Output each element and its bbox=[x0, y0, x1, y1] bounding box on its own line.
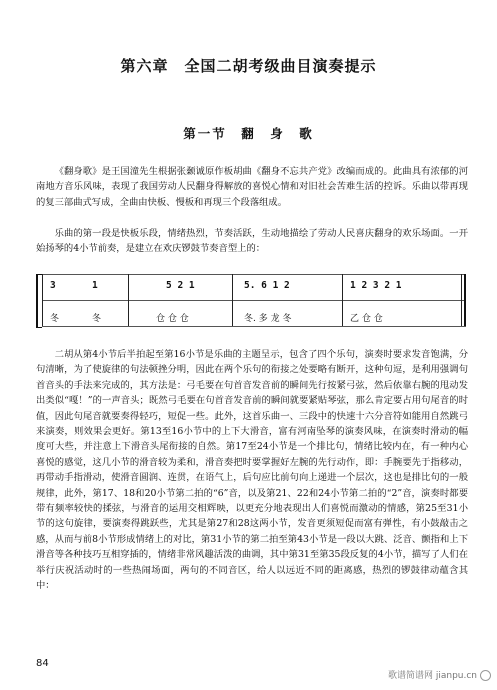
staff-line-top bbox=[42, 274, 466, 275]
watermark-logo-icon bbox=[480, 670, 491, 681]
bar-line bbox=[232, 274, 233, 326]
music-score-excerpt bbox=[36, 270, 466, 335]
paragraph-intro: 《翻身歌》是王国潼先生根据张颡诚原作板胡曲《翻身不忘共产党》改编而成的。此曲具有浓郁的河南地方音乐风味，表现了我国劳动人民翻身得解放的喜悦心情和对旧社会苦难生活的控诉。乐曲以带再现的复三部曲式写成，全曲由快板、慢板和再现三个段落组成。 bbox=[36, 166, 468, 208]
watermark bbox=[388, 668, 491, 681]
score-note-cell: 5 2 1 bbox=[166, 280, 195, 291]
bar-line bbox=[128, 274, 129, 326]
end-bar-line bbox=[461, 274, 466, 326]
page-number: 84 bbox=[36, 658, 49, 669]
score-percussion-cell: 乙 仓 仓 bbox=[350, 314, 383, 324]
section-title: 第一节 翻 身 歌 bbox=[183, 126, 314, 141]
paragraph-analysis: 二胡从第4小节后半拍起至第16小节是乐曲的主题呈示，包含了四个乐句，演奏时要求发音饱满，分句清晰，为了使旋律的句法顿挫分明，因此在两个乐句的衔接之处要略有断开，这种句逗，是利用强调句首音头的手法来完成的，其方法是：弓毛要在句首音发音前的瞬间先行按紧弓弦，然后依靠右腕的甩动发出类似“嘎！”的一声音头；既然弓毛要在句首音发音前的瞬间就要紧贴琴弦，那么肯定要占用句尾音的时值，因此句尾音就要奏得轻巧，短促一些。此外，这首乐曲一、三段中的快速十六分音符如能用自然跳弓来演奏，则效果会更好。第13至16小节中的上下大滑音，富有河南坠琴的演奏风味，在演奏时滑动的幅度可大些，并注意上下滑音头尾衔接的自然。第17至24小节是一个排比句，情绪比较内在，有一种内心喜悦的感觉，这几小节的滑音较为柔和，滑音奏把时要掌握好左腕的先行动作，即：手腕要先于指移动，再带动手指滑动，使滑音圆润、连贯，在语气上，后句应比前句向上递进一个层次，这也是排比句的一般规律，此外，第17、18和20小节第二拍的“6”音，以及第21、22和24小节第二拍的“2”音，演奏时都要带有频率较快的揉弦，与滑音的运用交相辉映，以更充分地表现出人们喜悦而激动的情感，第25至31小节的这句旋律，要演奏得跳跃些，尤其是第27和28这两小节，发音更须短促而富有弹性，有小鼓敲击之感，从而与前8小节形成情绪上的对比，第31小节的第二拍至第43小节是一段以大跳、泛音、颤指和上下滑音等各种技巧互相穿插的，情绪非常风趣活泼的曲调，其中第31至第35段反复的4小节，描写了人们在举行庆祝活动时的一些热闹场面，两句的不同音区，给人以远近不同的距离感，热烈的锣鼓律动蕴含其中： bbox=[36, 349, 468, 592]
watermark-text: 歌谱简谱网 jianpu.cn bbox=[387, 671, 477, 681]
chapter-title: 第六章 全国二胡考级曲目演奏提示 bbox=[120, 57, 377, 75]
paragraph-first-section: 乐曲的第一段是快板乐段，情绪热烈，节奏活跃，生动地描绘了劳动人民喜庆翻身的欢乐场面。一开始扬琴的4小节前奏，是建立在欢庆锣鼓节奏音型上的： bbox=[36, 228, 468, 255]
score-note-cell: 1 bbox=[92, 280, 98, 291]
staff-line-bottom bbox=[42, 326, 466, 327]
staff-line-middle bbox=[42, 300, 466, 301]
score-percussion-cell: 仓 仓 仓 bbox=[156, 314, 189, 324]
score-note-cell: 3 bbox=[50, 280, 56, 291]
bar-line bbox=[342, 274, 343, 326]
score-note-cell: 1 2 3 2 1 bbox=[350, 280, 402, 291]
score-percussion-cell: 冬. 多 龙 冬 bbox=[244, 314, 292, 324]
score-percussion-cell: 冬 bbox=[92, 314, 102, 324]
score-note-cell: 5. 6 1 2 bbox=[244, 280, 290, 291]
bar-line bbox=[42, 274, 43, 326]
score-percussion-cell: 冬 bbox=[50, 314, 60, 324]
